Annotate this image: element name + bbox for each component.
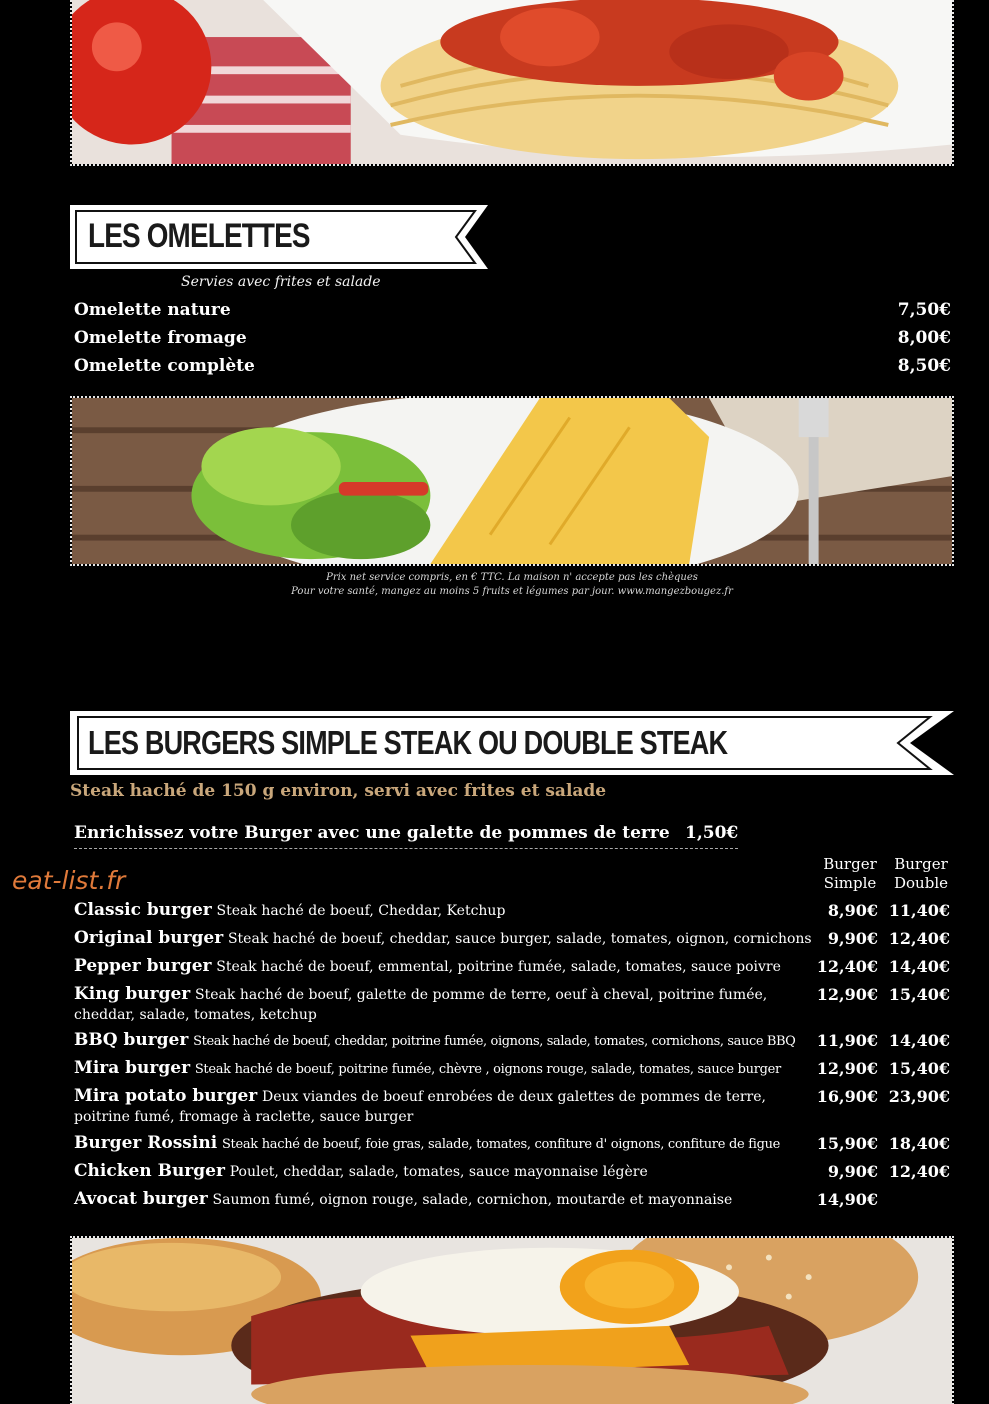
burger-desc: Deux viandes de boeuf enrobées de deux galettes de pommes de terre, poitrine fumé, fromage à raclette, sauce burger [74,1089,766,1125]
burger-name: Original burger [74,928,224,948]
burger-price-double: 12,40€ [888,1162,950,1181]
col-head-double-line: Burger [894,855,948,873]
watermark: eat-list.fr [12,866,126,895]
omelette-item-price: 8,00€ [897,328,951,348]
burger-price-double: 18,40€ [888,1134,950,1153]
burger-price-simple: 12,90€ [816,985,878,1004]
burger-row [74,985,784,1025]
burger-price-double: 14,40€ [888,1031,950,1050]
omelette-photo [70,396,954,566]
burger-row [74,1059,814,1079]
burger-photo [70,1236,954,1404]
pasta-photo [70,0,954,166]
col-head-double-line: Double [894,874,948,892]
burger-desc: Saumon fumé, oignon rouge, salade, cornichon, moutarde et mayonnaise [212,1192,733,1208]
col-head-double [886,855,956,893]
burger-desc: Poulet, cheddar, salade, tomates, sauce mayonnaise légère [229,1164,648,1180]
burgers-subtitle: Steak haché de 150 g environ, servi avec frites et salade [70,781,607,801]
extra-potato-price: 1,50€ [685,823,739,843]
burger-desc: Steak haché de boeuf, emmental, poitrine fumée, salade, tomates, sauce poivre [216,959,781,975]
burger-row [74,1162,814,1182]
col-head-simple [815,855,885,893]
burger-price-double: 15,40€ [888,1059,950,1078]
omelettes-banner [70,205,490,269]
burger-desc: Steak haché de boeuf, cheddar, sauce burger, salade, tomates, oignon, cornichons [227,931,812,947]
burger-row [74,1190,814,1210]
burger-name: Chicken Burger [74,1161,225,1181]
burger-row [74,1087,784,1127]
omelette-item-price: 7,50€ [897,300,951,320]
burger-row [74,901,814,921]
burger-price-simple: 15,90€ [816,1134,878,1153]
col-head-simple-line: Burger [823,855,877,873]
omelette-item-name: Omelette fromage [74,328,247,348]
burger-name: BBQ burger [74,1030,189,1050]
burger-name: Classic burger [74,900,212,920]
burger-desc: Steak haché de boeuf, Cheddar, Ketchup [216,903,506,919]
burgers-title: LES BURGERS SIMPLE STEAK OU DOUBLE STEAK [88,724,728,761]
burger-price-simple: 9,90€ [827,929,878,948]
footnote-line-2: Pour votre santé, mangez au moins 5 fruits et légumes par jour. www.mangezbougez.fr [291,586,733,597]
burger-price-simple: 11,90€ [816,1031,878,1050]
burger-price-double: 14,40€ [888,957,950,976]
burger-row [74,1134,814,1154]
burger-price-simple: 9,90€ [827,1162,878,1181]
burger-row [74,957,814,977]
burger-desc: Steak haché de boeuf, cheddar, poitrine fumée, oignons, salade, tomates, cornichons, sauce BBQ [193,1034,796,1049]
footnote [0,571,989,599]
burger-price-double: 15,40€ [888,985,950,1004]
omelette-item-price: 8,50€ [897,356,951,376]
burger-row [74,1031,814,1051]
burger-desc: Steak haché de boeuf, poitrine fumée, chèvre , oignons rouge, salade, tomates, sauce burger [194,1062,781,1077]
burger-price-simple: 8,90€ [827,901,878,920]
burger-price-double: 11,40€ [888,901,950,920]
omelettes-title: LES OMELETTES [88,217,310,255]
burger-desc: Steak haché de boeuf, foie gras, salade, tomates, confiture d' oignons, confiture de figue [221,1137,781,1152]
omelettes-subtitle: Servies avec frites et salade [181,274,381,290]
omelette-item-name: Omelette nature [74,300,231,320]
omelette-item-name: Omelette complète [74,356,255,376]
burger-row [74,929,814,949]
footnote-line-1: Prix net service compris, en € TTC. La maison n' accepte pas les chèques [326,572,698,583]
burger-price-double: 12,40€ [888,929,950,948]
burger-price-double: 23,90€ [888,1087,950,1106]
burger-price-simple: 16,90€ [816,1087,878,1106]
burger-name: Avocat burger [74,1189,208,1209]
burger-price-simple: 12,90€ [816,1059,878,1078]
burger-name: Burger Rossini [74,1133,218,1153]
burger-price-simple: 14,90€ [816,1190,878,1209]
burgers-banner [70,711,954,775]
col-head-simple-line: Simple [823,874,877,892]
burger-name: Pepper burger [74,956,212,976]
extra-potato-label: Enrichissez votre Burger avec une galette de pommes de terre [74,823,670,843]
burger-name: Mira potato burger [74,1086,258,1106]
burger-name: Mira burger [74,1058,191,1078]
burger-name: King burger [74,984,191,1004]
dashed-divider [74,848,738,849]
burger-desc: Steak haché de boeuf, galette de pomme de terre, oeuf à cheval, poitrine fumée, cheddar, salade, tomates, ketchup [74,987,768,1023]
burger-price-simple: 12,40€ [816,957,878,976]
